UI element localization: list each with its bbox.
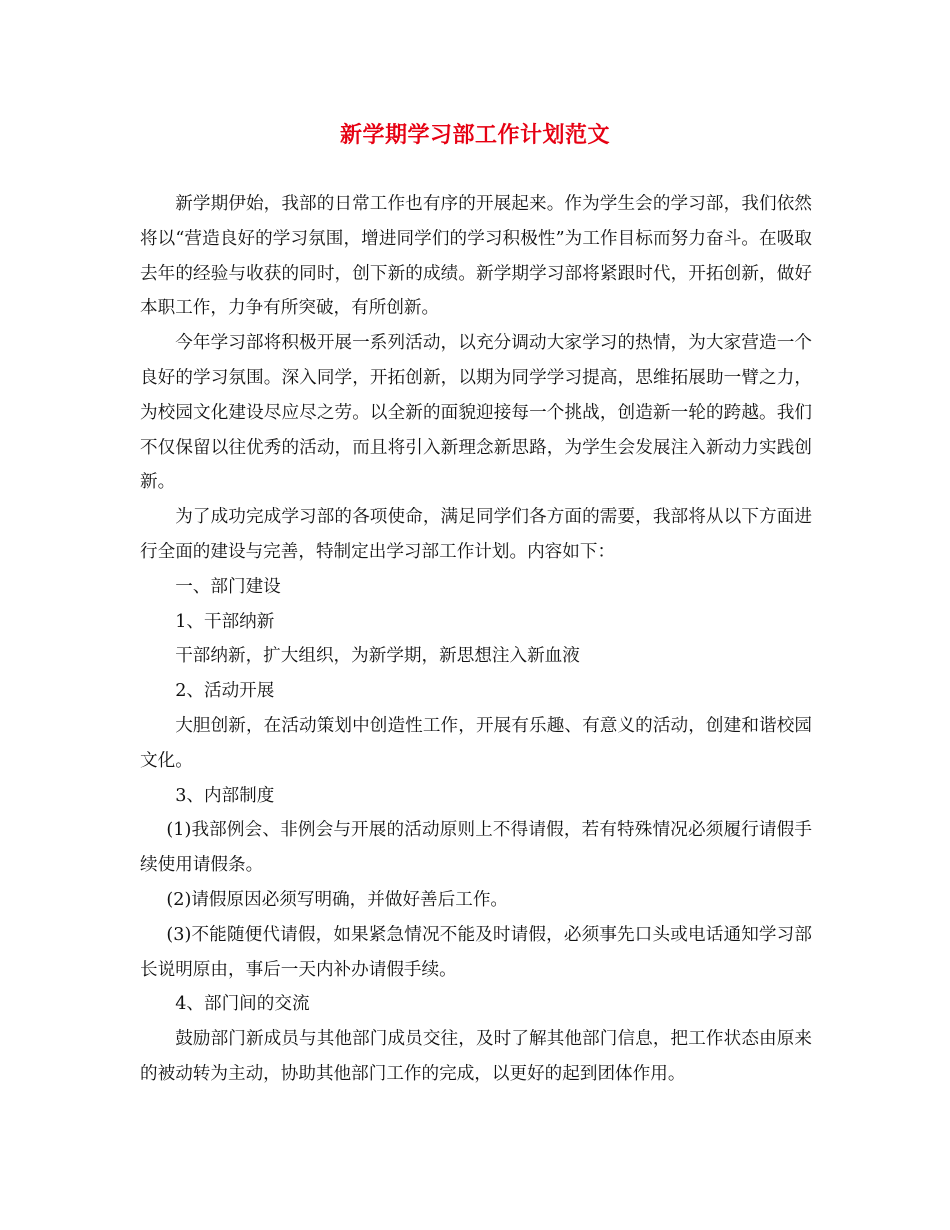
paragraph-plan-intro: 为了成功完成学习部的各项使命，满足同学们各方面的需要，我部将从以下方面进行全面的建设与完善，特制定出学习部工作计划。内容如下： [140, 507, 812, 562]
paragraph-activities: 今年学习部将积极开展一系列活动，以充分调动大家学习的热情，为大家营造一个良好的学习氛围。深入同学，开拓创新，以期为同学学习提高，思维拓展助一臂之力，为校园文化建设尽应尽之劳。以全新的面貌迎接每一个挑战，创造新一轮的跨越。我们不仅保留以往优秀的活动，而且将引入新理念新思路，为学生会发展注入新动力实践创新。 [140, 333, 812, 493]
subheading-department-exchange: 4、部门间的交流 [175, 994, 310, 1015]
rule-item-1: (1)我部例会、非例会与开展的活动原则上不得请假，若有特殊情况必须履行请假手续使用请假条。 [140, 820, 812, 876]
rule-item-2: (2)请假原因必须写明确，并做好善后工作。 [166, 889, 509, 910]
section-heading-department-building: 一、部门建设 [175, 576, 281, 597]
document-body [140, 187, 812, 1092]
subheading-internal-rules: 3、内部制度 [175, 785, 275, 806]
document-title: 新学期学习部工作计划范文 [339, 122, 610, 148]
paragraph-department-exchange: 鼓励部门新成员与其他部门成员交往，及时了解其他部门信息，把工作状态由原来的被动转为主动，协助其他部门工作的完成，以更好的起到团体作用。 [140, 1029, 812, 1084]
subheading-activities: 2、活动开展 [175, 681, 275, 702]
paragraph-recruitment: 干部纳新，扩大组织，为新学期，新思想注入新血液 [175, 646, 580, 667]
paragraph-activity-development: 大胆创新，在活动策划中创造性工作，开展有乐趣、有意义的活动，创建和谐校园文化。 [140, 715, 812, 771]
paragraph-intro: 新学期伊始，我部的日常工作也有序的开展起来。作为学生会的学习部，我们依然将以“营造良好的学习氛围，增进同学们的学习积极性”为工作目标而努力奋斗。在吸取去年的经验与收获的同时，创下新的成绩。新学期学习部将紧跟时代，开拓创新，做好本职工作，力争有所突破，有所创新。 [140, 194, 812, 319]
subheading-recruitment: 1、干部纳新 [175, 611, 275, 632]
rule-item-3: (3)不能随便代请假，如果紧急情况不能及时请假，必须事先口头或电话通知学习部长说明原由，事后一天内补办请假手续。 [140, 924, 812, 980]
